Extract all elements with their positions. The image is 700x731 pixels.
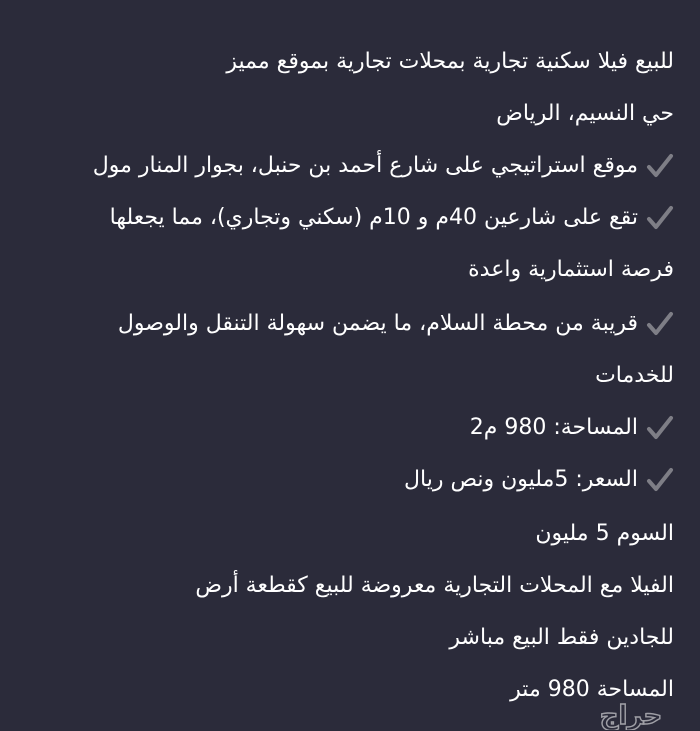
line-text: فرصة استثمارية واعدة: [468, 257, 674, 282]
line-text: المساحة: 980 م2: [469, 415, 638, 440]
svg-text:حراج: حراج: [599, 701, 663, 730]
line-text: تقع على شارعين 40م و 10م (سكني وتجاري)، مما يجعلها: [109, 205, 638, 230]
checkmark-icon: [646, 311, 674, 337]
line-text: السعر: 5مليون ونص ريال: [404, 467, 638, 492]
text-line-4: [10, 202, 674, 234]
text-line-6: [10, 308, 674, 340]
line-text: حي النسيم، الرياض: [496, 101, 674, 126]
text-line-3: [10, 150, 674, 182]
checkmark-icon: [646, 153, 674, 179]
text-line-9: [10, 464, 674, 496]
line-text: للبيع فيلا سكنية تجارية بمحلات تجارية بموقع مميز: [226, 49, 674, 74]
text-line-12: [10, 622, 674, 654]
line-text: للجادين فقط البيع مباشر: [449, 625, 674, 650]
line-text: قريبة من محطة السلام، ما يضمن سهولة التنقل والوصول: [117, 311, 638, 336]
checkmark-icon: [646, 415, 674, 441]
line-text: المساحة 980 متر: [510, 677, 674, 702]
text-line-7: [10, 360, 674, 392]
line-text: للخدمات: [595, 363, 674, 388]
text-line-11: [10, 570, 674, 602]
haraj-logo-watermark: [570, 700, 692, 730]
text-line-1: [10, 46, 674, 78]
text-line-5: [10, 254, 674, 286]
text-line-10: [10, 518, 674, 550]
checkmark-icon: [646, 467, 674, 493]
line-text: موقع استراتيجي على شارع أحمد بن حنبل، بجوار المنار مول: [92, 153, 638, 178]
line-text: السوم 5 مليون: [535, 521, 674, 546]
checkmark-icon: [646, 205, 674, 231]
text-line-8: [10, 412, 674, 444]
line-text: الفيلا مع المحلات التجارية معروضة للبيع كقطعة أرض: [195, 573, 674, 598]
text-line-2: [10, 98, 674, 130]
